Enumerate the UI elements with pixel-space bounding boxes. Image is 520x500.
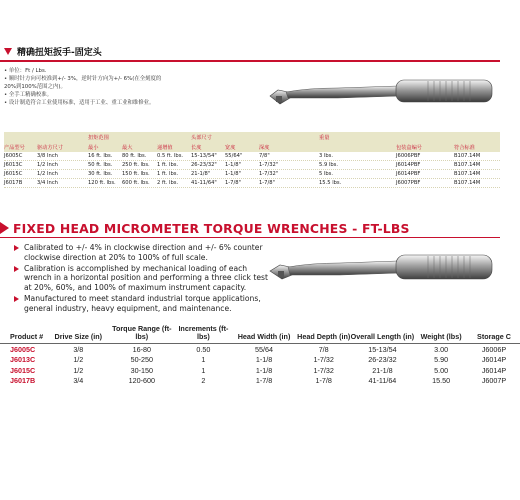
triangle-marker-icon <box>4 48 12 55</box>
table-cell: J6006P <box>481 344 507 354</box>
table-row <box>4 161 500 170</box>
cn-column-header: 产品型号 <box>4 144 25 151</box>
table-cell: 0.50 <box>196 344 211 354</box>
product-number: J6005C <box>10 344 36 354</box>
triangle-marker-icon <box>0 222 9 234</box>
table-cell: 600 ft. lbs. <box>122 180 150 186</box>
cn-column-header: 最小 <box>88 144 99 151</box>
table-cell: 1-7/32" <box>259 162 279 168</box>
en-section-title: FIXED HEAD MICROMETER TORQUE WRENCHES - FT-LBS <box>13 220 410 236</box>
table-cell: 15.50 <box>432 376 451 386</box>
table-row <box>0 365 520 376</box>
table-cell: 0.5 ft. lbs. <box>157 153 184 159</box>
cn-column-header: 深度 <box>259 144 270 151</box>
cn-feature-item: • 单位：Ft / Lbs. <box>4 68 47 74</box>
table-cell: 21-1/8 <box>372 365 393 375</box>
table-cell: 5.9 lbs. <box>319 162 338 168</box>
cn-feature-item: 20%到100%范围之内)。 <box>4 84 66 90</box>
table-cell: 21-1/8" <box>191 171 211 177</box>
en-section-divider <box>0 237 500 238</box>
en-feature-list <box>14 243 272 315</box>
table-cell: 3.00 <box>434 344 449 354</box>
table-cell: 1-1/8" <box>225 162 241 168</box>
table-cell: 1-7/32 <box>313 365 334 375</box>
table-cell: 50-250 <box>130 355 154 365</box>
product-number: J6013C <box>10 355 36 365</box>
table-cell: 3/8 <box>73 344 84 354</box>
table-cell: 26-23/32 <box>368 355 397 365</box>
cn-group-header: 重量 <box>319 134 330 141</box>
table-cell: J6006PBF <box>396 153 421 159</box>
table-cell: 1-1/8 <box>255 365 273 375</box>
table-cell: 1-7/32" <box>259 171 279 177</box>
cn-column-header: 长度 <box>191 144 202 151</box>
cn-column-header: 递增值 <box>157 144 173 151</box>
table-cell: 80 ft. lbs. <box>122 153 147 159</box>
table-cell: 1/2 Inch <box>37 162 58 168</box>
table-cell: 26-23/32" <box>191 162 217 168</box>
table-cell: 1/2 <box>73 365 84 375</box>
table-cell: 120-600 <box>128 376 156 386</box>
torque-wrench-image <box>268 68 496 116</box>
table-cell: 3/4 Inch <box>37 180 58 186</box>
table-cell: 3 lbs. <box>319 153 334 159</box>
table-cell: 30-150 <box>130 365 154 375</box>
en-table-header-row <box>0 320 520 344</box>
table-cell: J6014P <box>481 365 507 375</box>
table-cell: 1-1/8" <box>225 171 241 177</box>
table-cell: J6017B <box>4 180 23 186</box>
table-cell: 1 <box>201 355 206 365</box>
table-cell: 1-7/8 <box>255 376 273 386</box>
table-cell: J6014P <box>481 355 507 365</box>
en-column-header: Product # <box>10 332 44 341</box>
table-row <box>0 355 520 366</box>
cn-column-header: 最大 <box>122 144 133 151</box>
cn-column-header: 符合标准 <box>454 144 475 151</box>
table-cell: 5 lbs. <box>319 171 334 177</box>
en-column-header: Torque Range (ft-lbs) <box>112 324 172 341</box>
table-cell: 1 <box>201 365 206 375</box>
table-cell: 41-11/64 <box>368 376 397 386</box>
en-column-header: Drive Size (in) <box>54 332 103 341</box>
en-feature-item: Calibrated to +/- 4% in clockwise direction and +/- 6% counter clockwise direction at 20% to 100% of full scale. <box>14 243 272 263</box>
table-cell: 1-7/8 <box>315 376 332 386</box>
table-cell: 15.5 lbs. <box>319 180 342 186</box>
table-cell: 3/8 Inch <box>37 153 58 159</box>
torque-wrench-image <box>268 247 496 295</box>
table-cell: B107.14M <box>454 153 481 159</box>
table-cell: 1 ft. lbs. <box>157 162 179 168</box>
table-cell: 1-7/32 <box>313 355 334 365</box>
cn-table-header-row <box>4 142 500 152</box>
cn-feature-item: • 顺时针方向可校准到+/- 3%，逆时针方向为+/- 6%(在全刻度的 <box>4 76 162 82</box>
table-cell: 30 ft. lbs. <box>88 171 113 177</box>
en-column-header: Overall Length (in) <box>350 332 415 341</box>
table-cell: 50 ft. lbs. <box>88 162 113 168</box>
en-feature-item: Manufactured to meet standard industrial torque applications, general industry, heavy equipment, and maintenance. <box>14 294 272 314</box>
cn-group-header: 头部尺寸 <box>191 134 212 141</box>
table-cell: J6014PBF <box>396 171 421 177</box>
table-cell: 120 ft. lbs. <box>88 180 116 186</box>
en-column-header: Storage C <box>477 332 511 341</box>
table-cell: 250 ft. lbs. <box>122 162 150 168</box>
cn-feature-item: • 设计制造符合工业使用标准，适用于工业、重工业和维修业。 <box>4 100 155 106</box>
en-column-header: Head Depth (in) <box>297 332 351 341</box>
product-number: J6017B <box>10 376 36 386</box>
table-cell: 7/8" <box>259 153 270 159</box>
table-cell: 1-1/8 <box>255 355 273 365</box>
table-cell: J6007P <box>481 376 507 386</box>
cn-table-header <box>4 132 500 152</box>
table-cell: 5.00 <box>434 365 449 375</box>
table-cell: 5.90 <box>434 355 449 365</box>
table-cell: 1/2 <box>73 355 84 365</box>
table-cell: 16 ft. lbs. <box>88 153 113 159</box>
cn-section-divider <box>0 60 500 62</box>
product-number: J6015C <box>10 365 36 375</box>
table-cell: B107.14M <box>454 180 481 186</box>
table-cell: 55/64" <box>225 153 243 159</box>
cn-column-header: 宽度 <box>225 144 236 151</box>
cn-table-body <box>4 152 500 188</box>
table-row <box>4 179 500 188</box>
table-row <box>4 170 500 179</box>
table-cell: B107.14M <box>454 171 481 177</box>
table-cell: B107.14M <box>454 162 481 168</box>
table-cell: 2 ft. lbs. <box>157 180 179 186</box>
table-cell: J6015C <box>4 171 23 177</box>
en-column-header: Increments (ft-lbs) <box>178 324 229 341</box>
table-row <box>4 152 500 161</box>
table-cell: 150 ft. lbs. <box>122 171 150 177</box>
cn-section-header <box>4 45 102 57</box>
table-cell: 41-11/64" <box>191 180 217 186</box>
table-cell: 2 <box>201 376 206 386</box>
table-cell: 7/8 <box>318 344 329 354</box>
en-spec-table <box>0 320 520 386</box>
cn-feature-item: • 全手工精确校准。 <box>4 92 53 98</box>
table-cell: 1 ft. lbs. <box>157 171 179 177</box>
cn-feature-list <box>4 67 249 107</box>
cn-section-title: 精确扭矩扳手-固定头 <box>17 47 102 58</box>
table-cell: 1-7/8" <box>225 180 241 186</box>
table-cell: J6014PBF <box>396 162 421 168</box>
cn-group-header: 扭矩范围 <box>88 134 109 141</box>
en-section-header <box>0 221 410 235</box>
en-feature-item: Calibration is accomplished by mechanical loading of each wrench in a horizontal position and performing a three click test at 20%, 60%, and 100% of maximum instrument capacity. <box>14 264 272 293</box>
cn-column-header: 包装盒编号 <box>396 144 422 151</box>
table-row <box>0 376 520 387</box>
table-cell: J6007PBF <box>396 180 421 186</box>
table-cell: J6013C <box>4 162 23 168</box>
table-cell: 55/64 <box>255 344 274 354</box>
table-cell: 3/4 <box>73 376 84 386</box>
en-column-header: Weight (lbs) <box>420 332 462 341</box>
table-cell: 1-7/8" <box>259 180 275 186</box>
table-cell: 15-13/54" <box>191 153 217 159</box>
table-row <box>0 344 520 355</box>
cn-spec-table <box>4 132 500 188</box>
table-cell: 1/2 Inch <box>37 171 58 177</box>
en-column-header: Head Width (in) <box>237 332 291 341</box>
table-cell: J6005C <box>4 153 23 159</box>
table-cell: 16-80 <box>132 344 152 354</box>
cn-column-header: 驱动方尺寸 <box>37 144 63 151</box>
table-cell: 15-13/54 <box>368 344 397 354</box>
cn-table-group-header-row <box>4 132 500 142</box>
